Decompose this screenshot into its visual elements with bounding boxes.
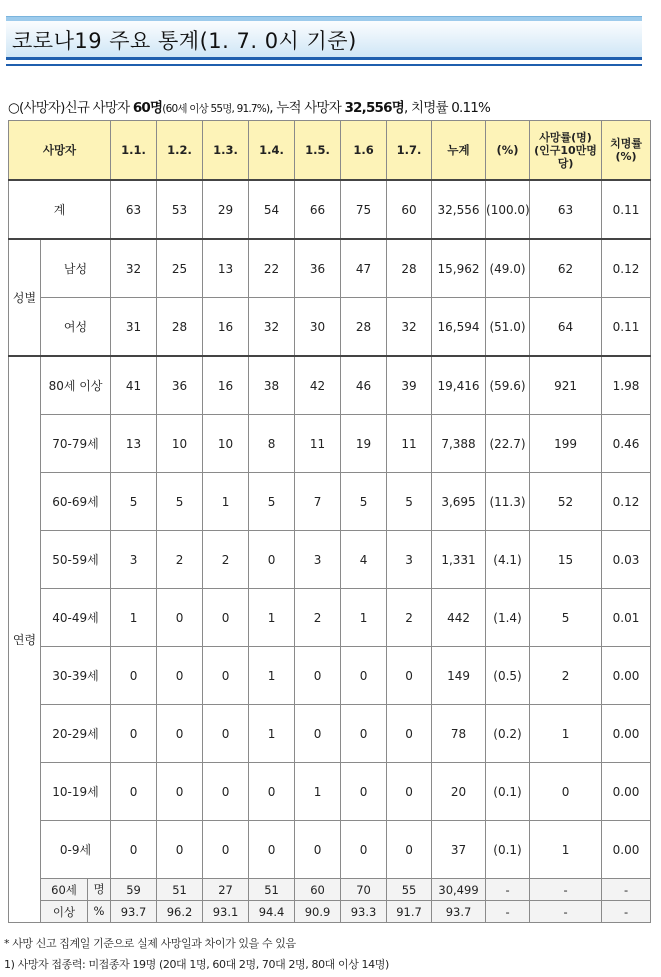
value-cell: 0 — [157, 589, 203, 647]
value-cell: 3 — [111, 531, 157, 589]
header-cell: 1.7. — [387, 121, 432, 181]
value-cell: 0 — [249, 821, 295, 879]
header-cell: 1.1. — [111, 121, 157, 181]
value-cell: - — [486, 879, 530, 901]
value-cell: - — [530, 901, 602, 923]
row-label: 남성 — [41, 239, 111, 298]
value-cell: 2 — [203, 531, 249, 589]
value-cell: 8 — [249, 415, 295, 473]
value-cell: 199 — [530, 415, 602, 473]
value-cell: 15,962 — [432, 239, 486, 298]
value-cell: 4 — [341, 531, 387, 589]
table-row — [9, 879, 651, 901]
footnotes — [4, 933, 389, 975]
summary-prefix: (사망자)신규 사망자 — [18, 100, 133, 116]
value-cell: 30 — [295, 298, 341, 357]
page-title: 코로나19 주요 통계(1. 7. 0시 기준) — [12, 29, 357, 53]
value-cell: - — [602, 879, 651, 901]
value-cell: (0.2) — [486, 705, 530, 763]
value-cell: 0 — [203, 589, 249, 647]
group-label-sex: 성별 — [9, 239, 41, 356]
value-cell: 28 — [157, 298, 203, 357]
value-cell: 5 — [111, 473, 157, 531]
value-cell: 96.2 — [157, 901, 203, 923]
value-cell: 0 — [295, 647, 341, 705]
value-cell: 78 — [432, 705, 486, 763]
value-cell: 62 — [530, 239, 602, 298]
footnote-2: 1) 사망자 접종력: 미접종자 19명 (20대 1명, 60대 2명, 70대 2명, 80대 이상 14명) — [4, 958, 389, 971]
value-cell: 1 — [111, 589, 157, 647]
value-cell: 32,556 — [432, 180, 486, 239]
value-cell: 90.9 — [295, 901, 341, 923]
value-cell: 28 — [341, 298, 387, 357]
value-cell: 51 — [249, 879, 295, 901]
value-cell: 60 — [295, 879, 341, 901]
value-cell: 63 — [530, 180, 602, 239]
value-cell: 0 — [157, 763, 203, 821]
value-cell: 0.11 — [602, 298, 651, 357]
over60-unit: % — [87, 901, 110, 922]
over60-unit: 명 — [87, 879, 110, 900]
table-row — [9, 180, 651, 239]
value-cell: 2 — [295, 589, 341, 647]
value-cell: 64 — [530, 298, 602, 357]
value-cell: 16,594 — [432, 298, 486, 357]
value-cell: 5 — [530, 589, 602, 647]
value-cell: 93.7 — [432, 901, 486, 923]
row-label: 80세 이상 — [41, 356, 111, 415]
row-label: 30-39세 — [41, 647, 111, 705]
over60-label: 60세 — [51, 882, 77, 897]
header-cell: 1.3. — [203, 121, 249, 181]
value-cell: 1.98 — [602, 356, 651, 415]
value-cell: 0 — [295, 821, 341, 879]
value-cell: 0 — [203, 821, 249, 879]
row-label — [41, 901, 111, 923]
footnote-1: * 사망 신고 집계일 기준으로 실제 사망일과 차이가 있을 수 있음 — [4, 937, 296, 950]
title-stripe — [6, 17, 642, 21]
value-cell: (22.7) — [486, 415, 530, 473]
value-cell: 7,388 — [432, 415, 486, 473]
group-label-age: 연령 — [9, 356, 41, 923]
value-cell: 5 — [157, 473, 203, 531]
value-cell: 0.11 — [602, 180, 651, 239]
value-cell: 36 — [157, 356, 203, 415]
value-cell: 10 — [203, 415, 249, 473]
value-cell: 39 — [387, 356, 432, 415]
table-row — [9, 589, 651, 647]
value-cell: 2 — [157, 531, 203, 589]
value-cell: 51 — [157, 879, 203, 901]
value-cell: 93.7 — [111, 901, 157, 923]
value-cell: 41 — [111, 356, 157, 415]
summary-over60: (60세 이상 55명, 91.7%) — [162, 103, 270, 115]
value-cell: 0 — [387, 821, 432, 879]
value-cell: 0.01 — [602, 589, 651, 647]
value-cell: 91.7 — [387, 901, 432, 923]
value-cell: 10 — [157, 415, 203, 473]
row-label: 60-69세 — [41, 473, 111, 531]
row-label: 계 — [9, 180, 111, 239]
value-cell: 32 — [111, 239, 157, 298]
summary-line — [8, 96, 490, 116]
value-cell: - — [530, 879, 602, 901]
summary-new-deaths: 60명 — [132, 100, 163, 116]
value-cell: 442 — [432, 589, 486, 647]
header-cell: 1.4. — [249, 121, 295, 181]
value-cell: (11.3) — [486, 473, 530, 531]
value-cell: 1 — [249, 589, 295, 647]
over60-label: 이상 — [52, 904, 76, 919]
title-divider — [6, 64, 642, 66]
value-cell: 63 — [111, 180, 157, 239]
value-cell: 0 — [387, 647, 432, 705]
header-cell: 사망률(명) (인구10만명당) — [530, 121, 602, 181]
value-cell: 19,416 — [432, 356, 486, 415]
value-cell: (0.5) — [486, 647, 530, 705]
value-cell: 38 — [249, 356, 295, 415]
value-cell: 5 — [249, 473, 295, 531]
summary-cfr: , 치명률 0.11% — [404, 100, 491, 116]
value-cell: 29 — [203, 180, 249, 239]
value-cell: 0 — [111, 647, 157, 705]
value-cell: 30,499 — [432, 879, 486, 901]
value-cell: 3 — [295, 531, 341, 589]
value-cell: 31 — [111, 298, 157, 357]
value-cell: 0 — [203, 705, 249, 763]
value-cell: 921 — [530, 356, 602, 415]
value-cell: 94.4 — [249, 901, 295, 923]
value-cell: 0.00 — [602, 763, 651, 821]
value-cell: 37 — [432, 821, 486, 879]
value-cell: 0.00 — [602, 647, 651, 705]
value-cell: 0 — [203, 647, 249, 705]
row-label: 50-59세 — [41, 531, 111, 589]
table-row — [9, 705, 651, 763]
value-cell: 1 — [530, 821, 602, 879]
value-cell: 5 — [387, 473, 432, 531]
table-row — [9, 298, 651, 357]
value-cell: (1.4) — [486, 589, 530, 647]
value-cell: 1 — [249, 647, 295, 705]
value-cell: (4.1) — [486, 531, 530, 589]
row-label: 10-19세 — [41, 763, 111, 821]
value-cell: 0 — [157, 705, 203, 763]
death-stats-table — [8, 120, 651, 923]
value-cell: 22 — [249, 239, 295, 298]
value-cell: 47 — [341, 239, 387, 298]
header-cell: 1.5. — [295, 121, 341, 181]
value-cell: 32 — [249, 298, 295, 357]
value-cell: 0 — [295, 705, 341, 763]
value-cell: 0.12 — [602, 473, 651, 531]
value-cell: 16 — [203, 298, 249, 357]
value-cell: (59.6) — [486, 356, 530, 415]
value-cell: (0.1) — [486, 763, 530, 821]
value-cell: 1 — [341, 589, 387, 647]
value-cell: 1 — [295, 763, 341, 821]
value-cell: 60 — [387, 180, 432, 239]
value-cell: - — [602, 901, 651, 923]
value-cell: 46 — [341, 356, 387, 415]
value-cell: 25 — [157, 239, 203, 298]
value-cell: 55 — [387, 879, 432, 901]
value-cell: (51.0) — [486, 298, 530, 357]
value-cell: 1 — [203, 473, 249, 531]
summary-cum-deaths: 32,556명 — [344, 100, 404, 116]
row-label: 여성 — [41, 298, 111, 357]
row-label: 40-49세 — [41, 589, 111, 647]
value-cell: 0 — [157, 647, 203, 705]
row-label — [41, 879, 111, 901]
value-cell: 3,695 — [432, 473, 486, 531]
value-cell: 0.46 — [602, 415, 651, 473]
row-label: 20-29세 — [41, 705, 111, 763]
value-cell: 28 — [387, 239, 432, 298]
value-cell: 0 — [111, 821, 157, 879]
value-cell: 27 — [203, 879, 249, 901]
value-cell: 11 — [387, 415, 432, 473]
value-cell: 32 — [387, 298, 432, 357]
title-bar — [6, 16, 642, 60]
header-cell: (%) — [486, 121, 530, 181]
value-cell: 52 — [530, 473, 602, 531]
value-cell: 42 — [295, 356, 341, 415]
value-cell: 0 — [341, 705, 387, 763]
value-cell: 0 — [341, 821, 387, 879]
header-cell: 1.6 — [341, 121, 387, 181]
value-cell: 20 — [432, 763, 486, 821]
header-cell: 사망자 — [9, 121, 111, 181]
value-cell: 11 — [295, 415, 341, 473]
value-cell: 0 — [203, 763, 249, 821]
value-cell: 75 — [341, 180, 387, 239]
value-cell: 1 — [530, 705, 602, 763]
table-row — [9, 356, 651, 415]
value-cell: 149 — [432, 647, 486, 705]
header-row — [9, 121, 651, 181]
value-cell: 0 — [530, 763, 602, 821]
value-cell: 70 — [341, 879, 387, 901]
value-cell: 66 — [295, 180, 341, 239]
value-cell: 0 — [249, 531, 295, 589]
header-cell: 누계 — [432, 121, 486, 181]
value-cell: 16 — [203, 356, 249, 415]
value-cell: 0 — [157, 821, 203, 879]
value-cell: 0 — [341, 763, 387, 821]
table-row — [9, 647, 651, 705]
value-cell: 59 — [111, 879, 157, 901]
value-cell: 7 — [295, 473, 341, 531]
value-cell: - — [486, 901, 530, 923]
summary-cum-label: , 누적 사망자 — [269, 100, 345, 116]
value-cell: 1,331 — [432, 531, 486, 589]
value-cell: 13 — [203, 239, 249, 298]
table-row — [9, 239, 651, 298]
value-cell: 0 — [387, 705, 432, 763]
value-cell: 19 — [341, 415, 387, 473]
value-cell: 0 — [111, 763, 157, 821]
table-row — [9, 821, 651, 879]
summary-bullet: ○ — [8, 100, 19, 116]
table-row — [9, 473, 651, 531]
table-row — [9, 531, 651, 589]
value-cell: 1 — [249, 705, 295, 763]
value-cell: 0.03 — [602, 531, 651, 589]
table-row — [9, 763, 651, 821]
table-row — [9, 415, 651, 473]
value-cell: 93.3 — [341, 901, 387, 923]
row-label: 0-9세 — [41, 821, 111, 879]
value-cell: 0.00 — [602, 821, 651, 879]
header-cell: 1.2. — [157, 121, 203, 181]
header-cell: 치명률 (%) — [602, 121, 651, 181]
value-cell: 0.12 — [602, 239, 651, 298]
value-cell: 0 — [111, 705, 157, 763]
value-cell: (100.0) — [486, 180, 530, 239]
value-cell: 0 — [387, 763, 432, 821]
value-cell: 0 — [341, 647, 387, 705]
value-cell: 2 — [387, 589, 432, 647]
value-cell: 54 — [249, 180, 295, 239]
value-cell: 2 — [530, 647, 602, 705]
value-cell: 0.00 — [602, 705, 651, 763]
value-cell: (0.1) — [486, 821, 530, 879]
value-cell: 3 — [387, 531, 432, 589]
row-label: 70-79세 — [41, 415, 111, 473]
value-cell: 13 — [111, 415, 157, 473]
value-cell: 15 — [530, 531, 602, 589]
value-cell: 36 — [295, 239, 341, 298]
value-cell: 0 — [249, 763, 295, 821]
value-cell: 5 — [341, 473, 387, 531]
table-row — [9, 901, 651, 923]
value-cell: (49.0) — [486, 239, 530, 298]
value-cell: 93.1 — [203, 901, 249, 923]
value-cell: 53 — [157, 180, 203, 239]
